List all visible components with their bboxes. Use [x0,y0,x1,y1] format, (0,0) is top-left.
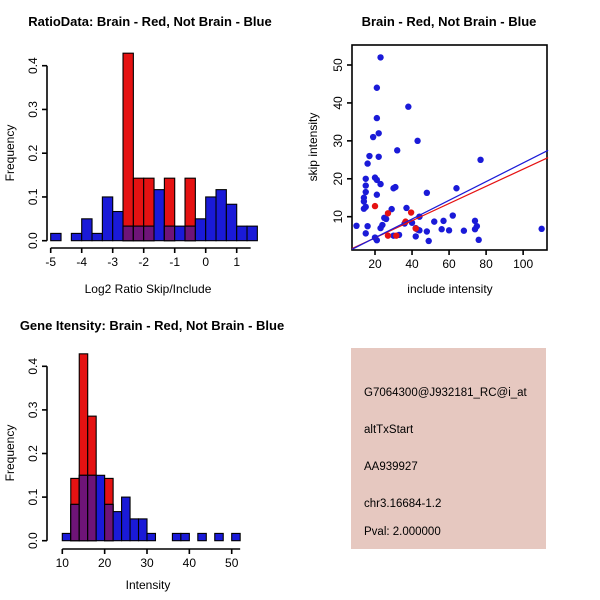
histogram-bar-blue [175,226,185,241]
scatter-point-red [372,203,378,209]
scatter-point-blue [361,206,367,212]
gene-histogram-ylabel: Frequency [3,424,17,482]
histogram-bar-overlap [144,226,154,241]
y-tick-label: 0.3 [26,101,40,118]
scatter-point-blue [363,230,369,236]
info-panel-background [351,348,546,549]
y-tick-label: 0.4 [26,57,40,75]
x-tick-label: -1 [169,255,181,269]
scatter-point-blue [413,233,419,239]
panel-gene-info [351,348,546,549]
scatter-ylabel: skip intensity [306,112,320,182]
histogram-bar-overlap [123,226,133,241]
ratio-histogram-ylabel: Frequency [3,124,17,182]
scatter-point-blue [425,238,431,244]
histogram-bar-overlap [88,475,96,540]
histogram-bar-blue [232,533,240,540]
histogram-bar-blue [181,533,189,540]
scatter-point-blue [453,185,459,191]
event-type-text: altTxStart [364,424,414,436]
histogram-bar-blue [139,519,147,541]
scatter-point-blue [374,85,380,91]
y-tick-label: 50 [331,58,345,72]
histogram-bar-blue [198,533,206,540]
histogram-bar-blue [216,190,226,241]
histogram-bar-overlap [185,226,195,241]
scatter-point-blue [370,134,376,140]
scatter-point-blue [364,160,370,166]
scatter-title: Brain - Red, Not Brain - Blue [361,14,537,29]
histogram-bar-blue [51,233,61,240]
plot-box [352,45,547,250]
x-tick-label: 20 [368,257,382,271]
scatter-point-blue [424,190,430,196]
scatter-point-blue [538,226,544,232]
x-tick-label: 40 [182,556,197,570]
histogram-bar-blue [82,219,92,241]
ratio-histogram-xlabel: Log2 Ratio Skip/Include [84,282,212,296]
gene-histogram-title: Gene Itensity: Brain - Red, Not Brain - Blue [19,318,285,333]
scatter-point-blue [446,227,452,233]
scatter-point-blue [438,226,444,232]
panel-scatter [306,14,548,296]
ratio-histogram-plot-area [26,53,257,269]
y-tick-label: 0.3 [26,401,40,419]
histogram-bar-blue [237,226,247,241]
x-tick-label: 10 [55,556,69,570]
scatter-point-blue [363,176,369,182]
scatter-point-blue [450,212,456,218]
x-tick-label: -3 [107,255,119,269]
histogram-bar-blue [92,233,102,240]
scatter-point-blue [363,182,369,188]
histogram-bar-blue [154,190,164,241]
x-tick-label: 0 [202,255,210,269]
regression-line-blue [352,150,548,249]
x-tick-label: 20 [97,556,112,570]
scatter-point-blue [366,153,372,159]
histogram-bar-blue [147,533,155,540]
y-tick-label: 0.2 [26,144,40,162]
scatter-point-blue [376,154,382,160]
scatter-point-red [385,210,391,216]
histogram-bar-overlap [71,504,79,540]
scatter-point-blue [377,181,383,187]
scatter-point-blue [377,54,383,60]
scatter-point-blue [376,130,382,136]
histogram-bar-blue [215,533,223,540]
histogram-bar-overlap [133,226,143,241]
scatter-point-blue [374,115,380,121]
gene-histogram-plot-area [26,354,240,570]
y-tick-label: 40 [331,96,345,110]
chromosome-location-text: chr3.16684-1.2 [364,498,442,510]
histogram-bar-blue [71,233,81,240]
y-tick-label: 30 [331,134,345,148]
histogram-bar-blue [62,533,70,540]
scatter-point-blue [424,228,430,234]
histogram-bar-blue [195,219,205,241]
panel-gene-histogram [3,318,284,592]
scatter-point-red [393,232,399,238]
x-tick-label: -5 [45,255,57,269]
y-tick-label: 0.1 [26,188,40,206]
scatter-point-blue [374,192,380,198]
histogram-bar-blue [247,226,257,241]
pval-text: Pval: 2.000000 [364,526,441,538]
x-tick-label: 40 [405,257,419,271]
histogram-bar-red [123,53,133,241]
scatter-point-blue [353,223,359,229]
y-tick-label: 0.4 [26,357,40,375]
y-tick-label: 10 [331,210,345,224]
histogram-bar-overlap [79,475,87,540]
histogram-bar-blue [226,204,236,240]
scatter-point-blue [377,225,383,231]
histogram-bar-overlap [164,226,174,241]
scatter-point-red [408,209,414,215]
histogram-bar-blue [206,197,216,241]
x-tick-label: 50 [225,556,239,570]
panel-ratio-histogram [3,14,272,296]
histogram-bar-blue [172,533,180,540]
histogram-bar-overlap [105,504,113,540]
scatter-point-blue [363,189,369,195]
accession-text: AA939927 [364,461,418,473]
x-tick-label: 60 [442,257,456,271]
y-tick-label: 0.0 [26,532,40,550]
ratio-histogram-title: RatioData: Brain - Red, Not Brain - Blue [28,14,272,29]
histogram-bar-blue [113,212,123,241]
probe-id-text: G7064300@J932181_RC@i_at [364,387,527,399]
y-tick-label: 0.2 [26,445,40,462]
scatter-point-blue [431,218,437,224]
scatter-xlabel: include intensity [407,282,493,296]
x-tick-label: -4 [76,255,88,269]
histogram-bar-blue [130,519,138,541]
histogram-bar-blue [96,475,104,540]
scatter-point-blue [403,205,409,211]
x-tick-label: 30 [140,556,154,570]
gene-histogram-xlabel: Intensity [125,578,171,592]
x-tick-label: 100 [513,257,534,271]
scatter-point-blue [405,104,411,110]
x-tick-label: -2 [138,255,150,269]
scatter-point-blue [364,223,370,229]
y-tick-label: 20 [331,172,345,186]
scatter-point-blue [414,138,420,144]
scatter-point-blue [474,223,480,229]
histogram-bar-blue [102,197,112,241]
scatter-point-blue [461,228,467,234]
y-tick-label: 0.0 [26,232,40,250]
scatter-plot-area [331,45,548,271]
scatter-point-red [413,225,419,231]
scatter-point-blue [394,147,400,153]
x-tick-label: 80 [479,257,493,271]
histogram-bar-blue [113,512,121,541]
histogram-bar-blue [122,497,130,541]
y-tick-label: 0.1 [26,488,40,506]
scatter-point-blue [392,184,398,190]
scatter-point-blue [475,237,481,243]
scatter-point-blue [440,218,446,224]
x-tick-label: 1 [233,255,241,269]
scatter-point-blue [477,157,483,163]
